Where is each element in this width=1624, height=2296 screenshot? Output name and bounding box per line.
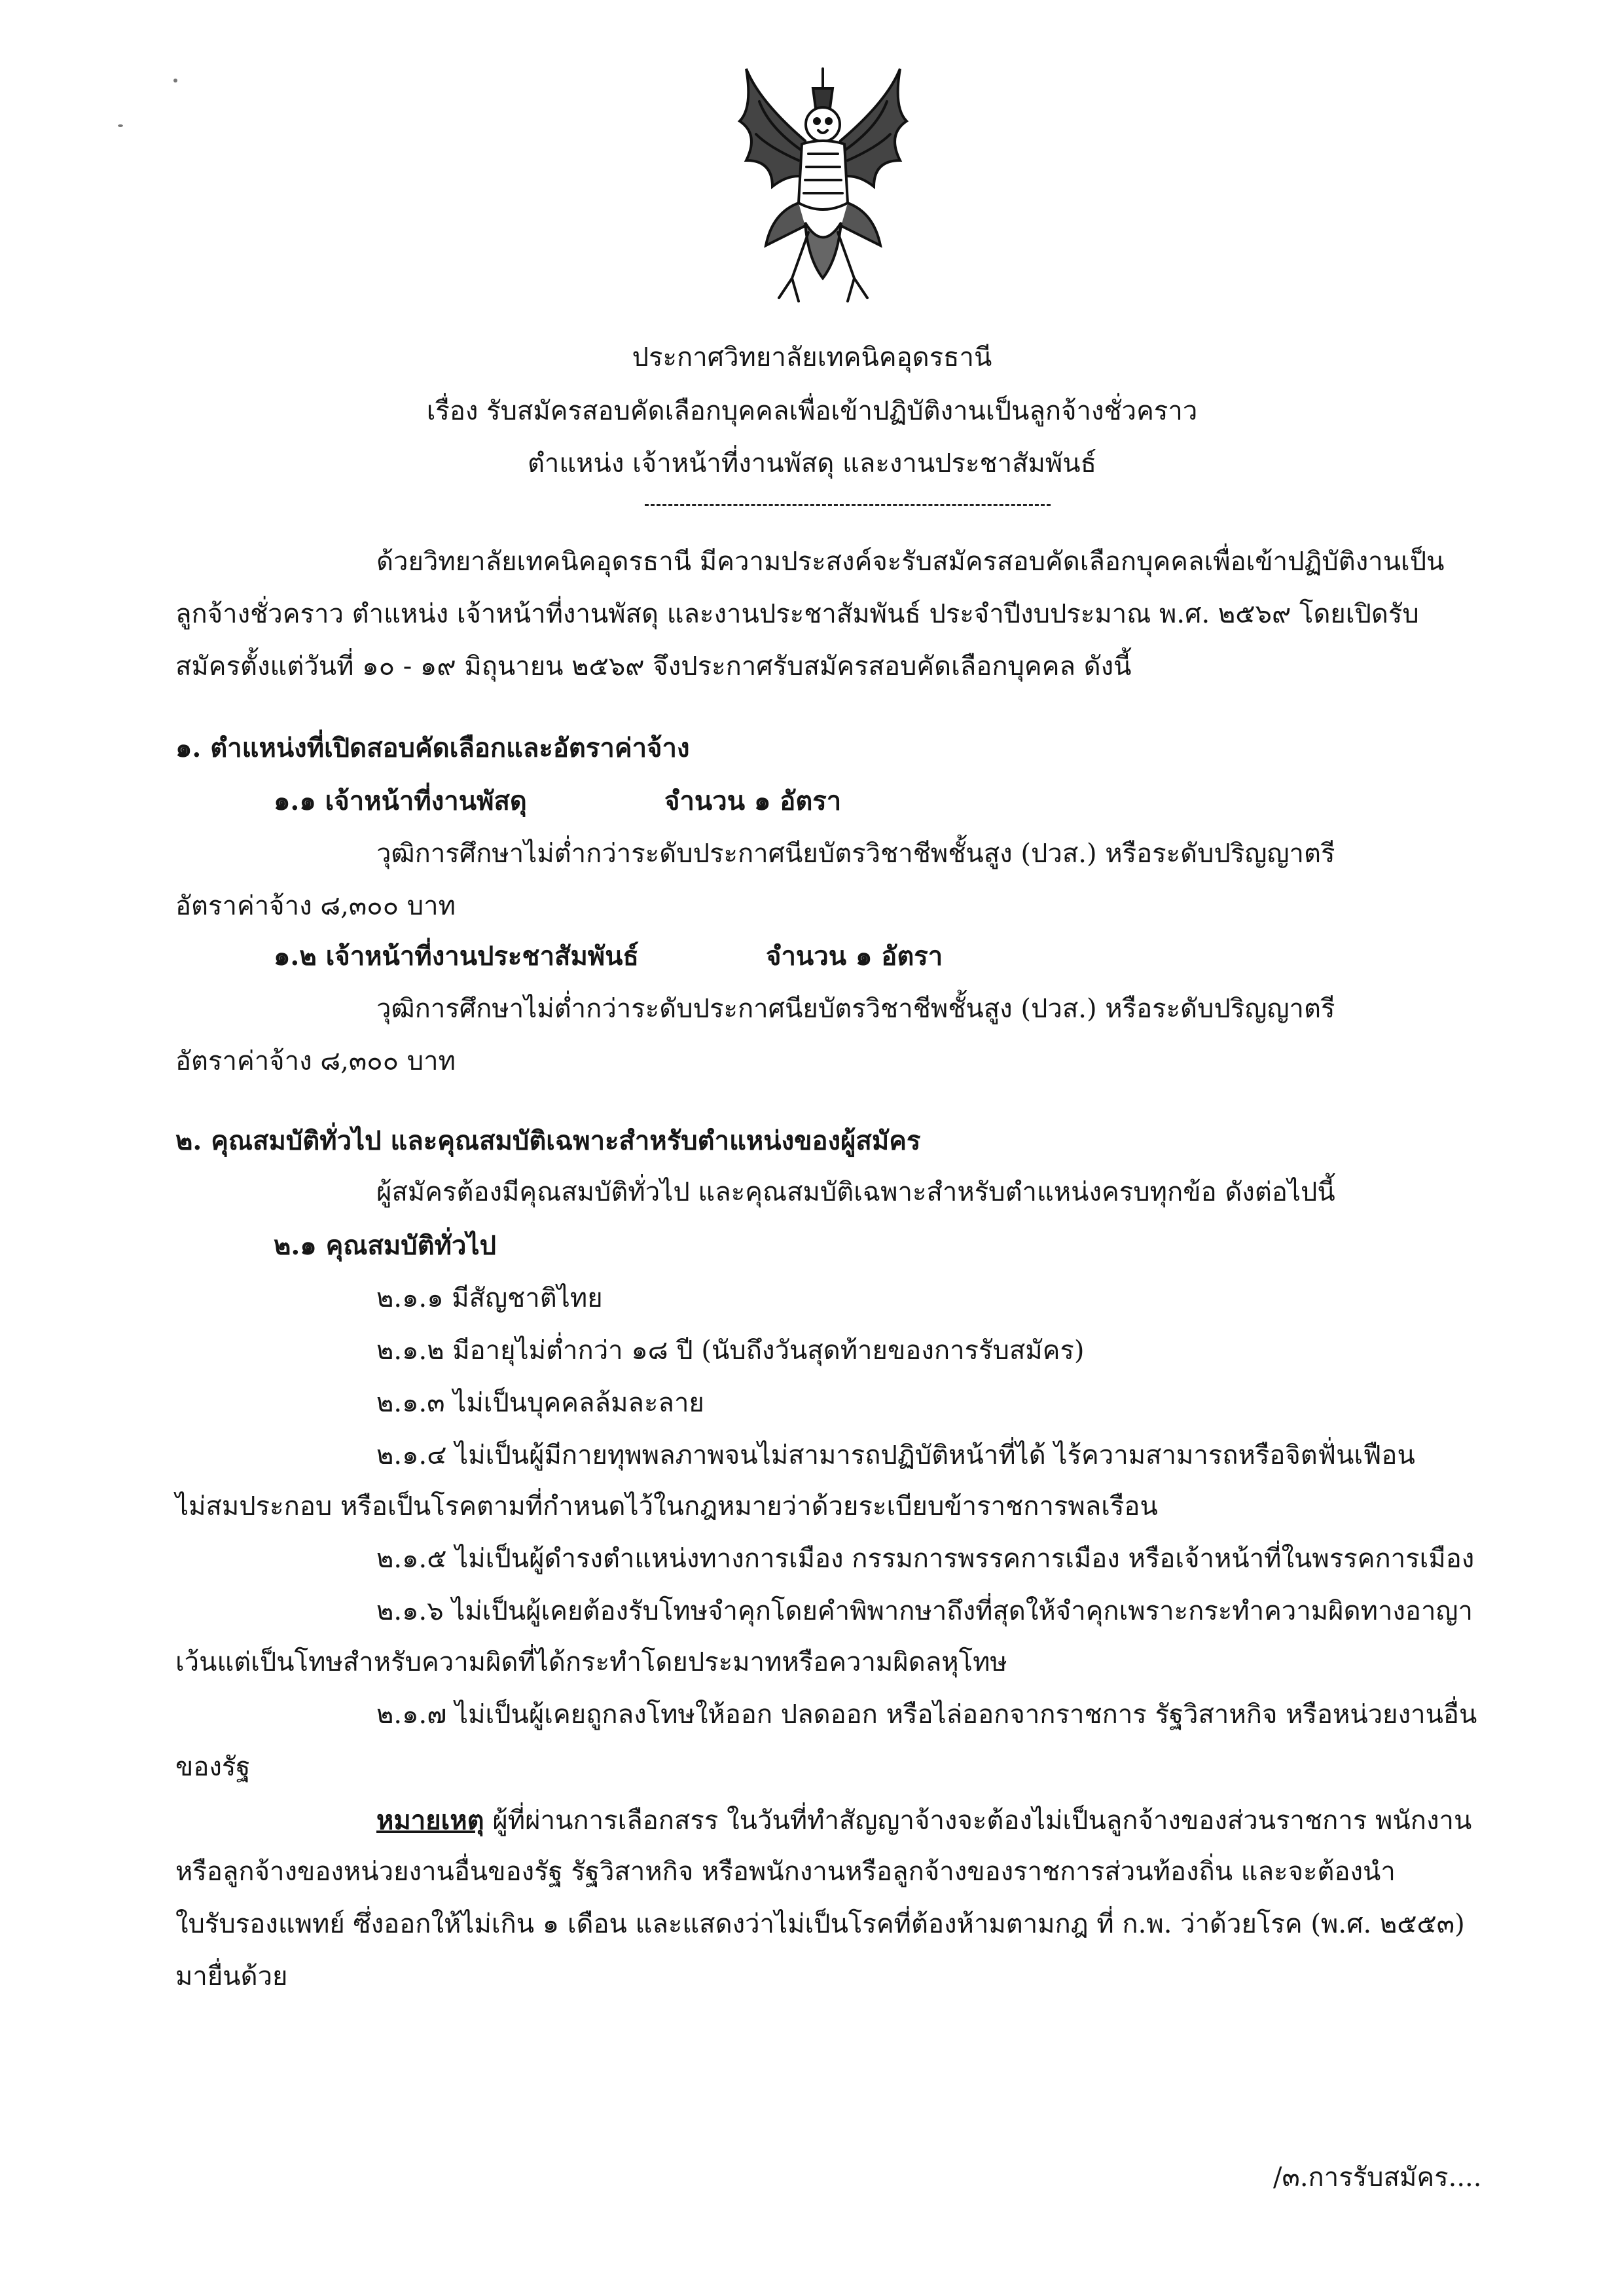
position1-count: จำนวน ๑ อัตรา <box>664 786 842 816</box>
position2-wage: อัตราค่าจ้าง ๘,๓๐๐ บาท <box>175 1046 456 1076</box>
intro-line: ด้วยวิทยาลัยเทคนิคอุดรธานี มีความประสงค์จะรับสมัครสอบคัดเลือกบุคคลเพื่อเข้าปฏิบัติงานเป็น <box>376 547 1445 577</box>
position2-count: จำนวน ๑ อัตรา <box>766 941 943 972</box>
intro-line: สมัครตั้งแต่วันที่ ๑๐ - ๑๙ มิถุนายน ๒๕๖๙ จึงประกาศรับสมัครสอบคัดเลือกบุคคล ดังนี้ <box>175 651 1132 682</box>
position2-qualification: วุฒิการศึกษาไม่ต่ำกว่าระดับประกาศนียบัตรวิชาชีพชั้นสูง (ปวส.) หรือระดับปริญญาตรี <box>376 994 1335 1024</box>
note-line <box>376 1804 1471 1838</box>
note-line: หรือลูกจ้างของหน่วยงานอื่นของรัฐ รัฐวิสาหกิจ หรือพนักงานหรือลูกจ้างของราชการส่วนท้องถิ่น และจะต้องนำ <box>175 1857 1396 1887</box>
scan-speck <box>118 124 123 127</box>
header-divider <box>645 504 1051 506</box>
qualification-item: ๒.๑.๒ มีอายุไม่ต่ำกว่า ๑๘ ปี (นับถึงวันสุดท้ายของการรับสมัคร) <box>376 1336 1085 1366</box>
note-line: ใบรับรองแพทย์ ซึ่งออกให้ไม่เกิน ๑ เดือน และแสดงว่าไม่เป็นโรคที่ต้องห้ามตามกฎ ที่ ก.พ. ว่าด้วยโรค (พ.ศ. ๒๕๕๓) <box>175 1909 1465 1939</box>
qualification-item: ๒.๑.๔ ไม่เป็นผู้มีกายทุพพลภาพจนไม่สามารถปฏิบัติหน้าที่ได้ ไร้ความสามารถหรือจิตฟั่นเฟือน <box>376 1440 1415 1470</box>
announcement-position: ตำแหน่ง เจ้าหน้าที่งานพัสดุ และงานประชาสัมพันธ์ <box>527 448 1097 479</box>
section2-intro: ผู้สมัครต้องมีคุณสมบัติทั่วไป และคุณสมบัติเฉพาะสำหรับตำแหน่งครบทุกข้อ ดังต่อไปนี้ <box>376 1177 1335 1207</box>
position1-title: ๑.๑ เจ้าหน้าที่งานพัสดุ <box>274 786 527 816</box>
garuda-emblem-icon <box>733 62 913 311</box>
announcement-subject: เรื่อง รับสมัครสอบคัดเลือกบุคคลเพื่อเข้าปฏิบัติงานเป็นลูกจ้างชั่วคราว <box>426 396 1198 426</box>
announcement-title: ประกาศวิทยาลัยเทคนิคอุดรธานี <box>632 342 992 373</box>
qualification-item-cont: ไม่สมประกอบ หรือเป็นโรคตามที่กำหนดไว้ในกฎหมายว่าด้วยระเบียบข้าราชการพลเรือน <box>175 1491 1158 1522</box>
note-line: มายื่นด้วย <box>175 1961 288 1992</box>
qualification-item: ๒.๑.๓ ไม่เป็นบุคคลล้มละลาย <box>376 1388 704 1418</box>
qualification-item: ๒.๑.๗ ไม่เป็นผู้เคยถูกลงโทษให้ออก ปลดออก หรือไล่ออกจากราชการ รัฐวิสาหกิจ หรือหน่วยงานอื่น <box>376 1700 1477 1730</box>
section1-heading: ๑. ตำแหน่งที่เปิดสอบคัดเลือกและอัตราค่าจ้าง <box>175 733 690 763</box>
note-label: หมายเหตุ <box>376 1805 484 1836</box>
qualification-item-cont: ของรัฐ <box>175 1752 251 1782</box>
section2-heading: ๒. คุณสมบัติทั่วไป และคุณสมบัติเฉพาะสำหรับตำแหน่งของผู้สมัคร <box>175 1125 921 1156</box>
qualification-item-cont: เว้นแต่เป็นโทษสำหรับความผิดที่ได้กระทำโดยประมาทหรือความผิดลหุโทษ <box>175 1647 1007 1677</box>
qualification-item: ๒.๑.๑ มีสัญชาติไทย <box>376 1283 603 1313</box>
position1-qualification: วุฒิการศึกษาไม่ต่ำกว่าระดับประกาศนียบัตรวิชาชีพชั้นสูง (ปวส.) หรือระดับปริญญาตรี <box>376 839 1335 869</box>
qualification-item: ๒.๑.๕ ไม่เป็นผู้ดำรงตำแหน่งทางการเมือง กรรมการพรรคการเมือง หรือเจ้าหน้าที่ในพรรคการเมือง <box>376 1544 1475 1574</box>
intro-line: ลูกจ้างชั่วคราว ตำแหน่ง เจ้าหน้าที่งานพัสดุ และงานประชาสัมพันธ์ ประจำปีงบประมาณ พ.ศ. ๒๕๖๙ โดยเปิดรับ <box>175 599 1419 629</box>
position2-title: ๑.๒ เจ้าหน้าที่งานประชาสัมพันธ์ <box>274 941 639 972</box>
continue-marker: /๓.การรับสมัคร.... <box>1273 2162 1482 2193</box>
qualification-item: ๒.๑.๖ ไม่เป็นผู้เคยต้องรับโทษจำคุกโดยคำพิพากษาถึงที่สุดให้จำคุกเพราะกระทำความผิดทางอาญา <box>376 1596 1473 1626</box>
position1-wage: อัตราค่าจ้าง ๘,๓๐๐ บาท <box>175 891 456 921</box>
note-text: ผู้ที่ผ่านการเลือกสรร ในวันที่ทำสัญญาจ้างจะต้องไม่เป็นลูกจ้างของส่วนราชการ พนักงาน <box>484 1806 1472 1836</box>
scan-speck <box>173 79 177 82</box>
section2-sub-heading: ๒.๑ คุณสมบัติทั่วไป <box>274 1230 496 1261</box>
